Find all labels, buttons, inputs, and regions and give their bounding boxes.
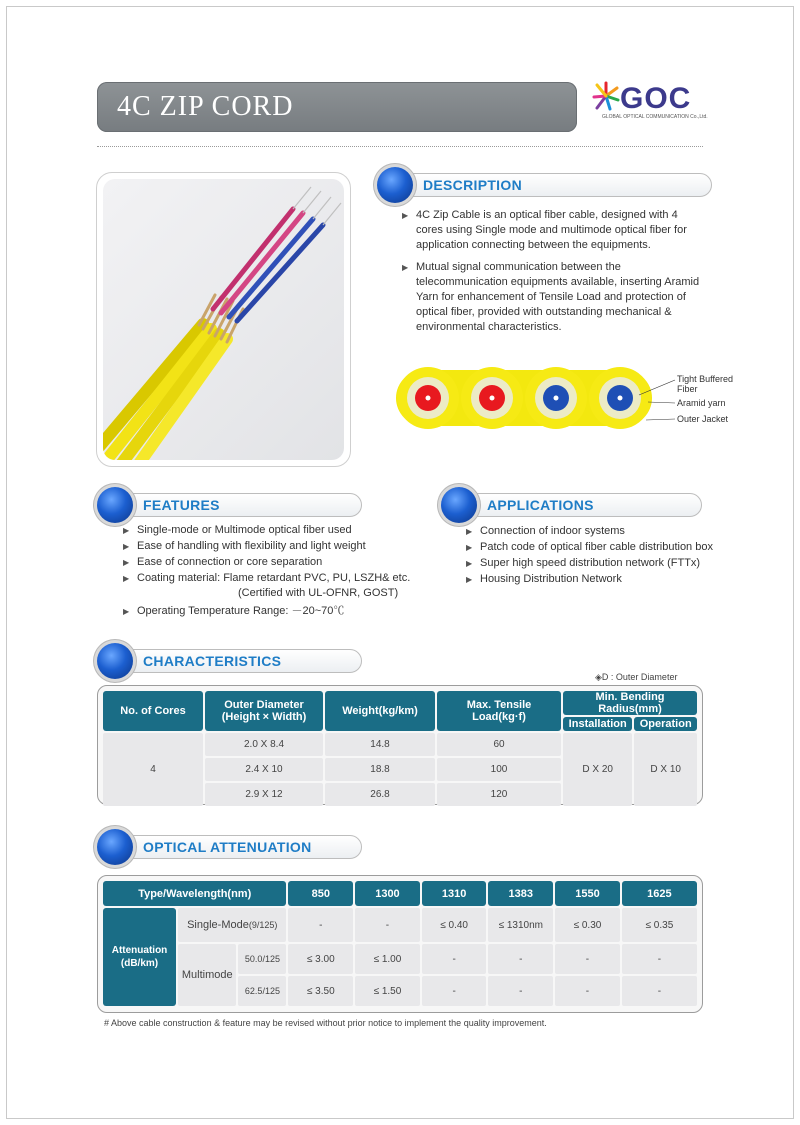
col-header-wavelength: 1550 <box>555 881 620 906</box>
feature-item: ▶ Ease of handling with flexibility and light weight <box>122 539 412 554</box>
col-header-type: Type/Wavelength(nm) <box>103 881 286 906</box>
col-header-wavelength: 850 <box>288 881 353 906</box>
cell-mm50: ≤ 1.00 <box>355 944 420 974</box>
cell-mm50: - <box>555 944 620 974</box>
application-item: ▶ Super high speed distribution network (FTTx) <box>465 556 715 571</box>
cell-tensile: 60 <box>437 733 561 756</box>
cell-mm50: - <box>422 944 487 974</box>
col-header-operation: Operation <box>634 717 697 731</box>
col-header-od-title: Outer Diameter <box>224 699 304 711</box>
cell-sm: - <box>288 908 353 942</box>
cell-mm50: ≤ 3.00 <box>288 944 353 974</box>
feature-item: ▶ Operating Temperature Range: －20~70℃ <box>122 604 412 619</box>
characteristics-table <box>97 685 703 805</box>
cell-mm62: ≤ 3.50 <box>288 976 353 1006</box>
feature-coating-note: (Certified with UL-OFNR, GOST) <box>238 587 399 599</box>
footnote: # Above cable construction & feature may be revised without prior notice to implement the quality improvement. <box>104 1018 547 1028</box>
row-label-multimode: Multimode <box>178 944 236 1006</box>
cell-od: 2.4 X 10 <box>205 758 323 781</box>
cell-weight: 26.8 <box>325 783 435 806</box>
cell-mm62: - <box>422 976 487 1006</box>
company-logo <box>592 80 712 125</box>
cell-cores: 4 <box>103 733 203 806</box>
cell-mm50: - <box>488 944 553 974</box>
outer-diameter-note: ◈D : Outer Diameter <box>595 672 678 682</box>
logo-subtitle: GLOBAL OPTICAL COMMUNICATION Co.,Ltd. <box>602 114 708 120</box>
cell-sm: ≤ 0.30 <box>555 908 620 942</box>
attenuation-header <box>104 835 362 859</box>
label-tight-buffered: Tight Buffered <box>677 374 734 384</box>
starburst-logo-icon <box>592 80 622 112</box>
cell-mm50: - <box>622 944 697 974</box>
cell-operation: D X 10 <box>634 733 697 806</box>
cell-mm62: ≤ 1.50 <box>355 976 420 1006</box>
label-aramid-yarn: Aramid yarn <box>677 398 726 408</box>
feature-coating-text: Coating material: Flame retardant PVC, PU, LSZH& etc. <box>137 572 411 584</box>
section-bullet-icon <box>97 829 133 865</box>
characteristics-heading: CHARACTERISTICS <box>143 653 282 669</box>
col-header-tensile: Max. Tensile Load(kg·f) <box>437 691 561 731</box>
label-fiber: Fiber <box>677 384 698 394</box>
label-outer-jacket: Outer Jacket <box>677 414 729 424</box>
single-mode-label: Single-Mode <box>187 919 249 931</box>
applications-list <box>465 524 715 588</box>
logo-wordmark: GOC <box>620 82 692 115</box>
cell-tensile: 120 <box>437 783 561 806</box>
page-title: 4C ZIP CORD <box>117 91 294 122</box>
cell-sm: ≤ 0.40 <box>422 908 487 942</box>
features-heading: FEATURES <box>143 497 220 513</box>
cell-installation: D X 20 <box>563 733 632 806</box>
row-header-attenuation-title: Attenuation <box>111 945 168 956</box>
col-header-od-sub: (Height × Width) <box>221 711 307 723</box>
feature-item: ▶ Single-mode or Multimode optical fiber used <box>122 523 412 538</box>
cell-od: 2.0 X 8.4 <box>205 733 323 756</box>
cell-od: 2.9 X 12 <box>205 783 323 806</box>
application-item: ▶ Patch code of optical fiber cable distribution box <box>465 540 715 555</box>
cell-mm62: - <box>622 976 697 1006</box>
row-header-attenuation-unit: (dB/km) <box>120 958 159 969</box>
description-heading: DESCRIPTION <box>423 177 522 193</box>
attenuation-heading: OPTICAL ATTENUATION <box>143 839 312 855</box>
fiber-center <box>554 396 559 401</box>
title-bar <box>97 82 577 132</box>
description-header <box>384 173 712 197</box>
applications-heading: APPLICATIONS <box>487 497 594 513</box>
attenuation-table <box>97 875 703 1013</box>
cell-sm: - <box>355 908 420 942</box>
cell-tensile: 100 <box>437 758 561 781</box>
cable-cross-section-diagram <box>396 358 736 438</box>
col-header-wavelength: 1300 <box>355 881 420 906</box>
fiber-center <box>426 396 431 401</box>
section-bullet-icon <box>441 487 477 523</box>
applications-header <box>448 493 702 517</box>
feature-item: ▶ Ease of connection or core separation <box>122 555 412 570</box>
row-header-attenuation <box>103 908 176 1006</box>
description-item: ▶ 4C Zip Cable is an optical fiber cable, designed with 4 cores using Single mode and multimode optical fiber for application connecting between the equipments. <box>401 208 701 253</box>
fiber-center <box>490 396 495 401</box>
cell-sm: ≤ 0.35 <box>622 908 697 942</box>
cell-mm62: - <box>488 976 553 1006</box>
feature-item-coating <box>122 571 412 601</box>
col-header-installation: Installation <box>563 717 632 731</box>
single-mode-spec: (9/125) <box>248 920 278 930</box>
header-divider <box>97 146 703 147</box>
features-header <box>104 493 362 517</box>
cell-mm62: - <box>555 976 620 1006</box>
application-item: ▶ Connection of indoor systems <box>465 524 715 539</box>
row-label-single-mode <box>178 908 286 942</box>
fiber-center <box>618 396 623 401</box>
col-header-wavelength: 1625 <box>622 881 697 906</box>
description-item: ▶ Mutual signal communication between the telecommunication equipments available, inserting Aramid Yarn for enhancement of Tensile Load and protection of optical fiber, provided with outstanding mechanical & environmental characteristics. <box>401 260 701 335</box>
section-bullet-icon <box>97 487 133 523</box>
cell-weight: 14.8 <box>325 733 435 756</box>
col-header-bending: Min. Bending Radius(mm) <box>563 691 697 715</box>
col-header-wavelength: 1310 <box>422 881 487 906</box>
application-item: ▶ Housing Distribution Network <box>465 572 715 587</box>
cell-weight: 18.8 <box>325 758 435 781</box>
row-label-mm50: 50.0/125 <box>238 944 286 974</box>
section-bullet-icon <box>377 167 413 203</box>
description-list <box>401 208 701 342</box>
cell-sm: ≤ 1310nm <box>488 908 553 942</box>
product-photo-panel <box>96 172 351 467</box>
features-list <box>122 523 412 620</box>
col-header-cores: No. of Cores <box>103 691 203 731</box>
col-header-outer-diameter <box>205 691 323 731</box>
cable-photo <box>103 179 344 460</box>
col-header-weight: Weight(kg/km) <box>325 691 435 731</box>
col-header-wavelength: 1383 <box>488 881 553 906</box>
row-label-mm62: 62.5/125 <box>238 976 286 1006</box>
section-bullet-icon <box>97 643 133 679</box>
characteristics-header <box>104 649 362 673</box>
